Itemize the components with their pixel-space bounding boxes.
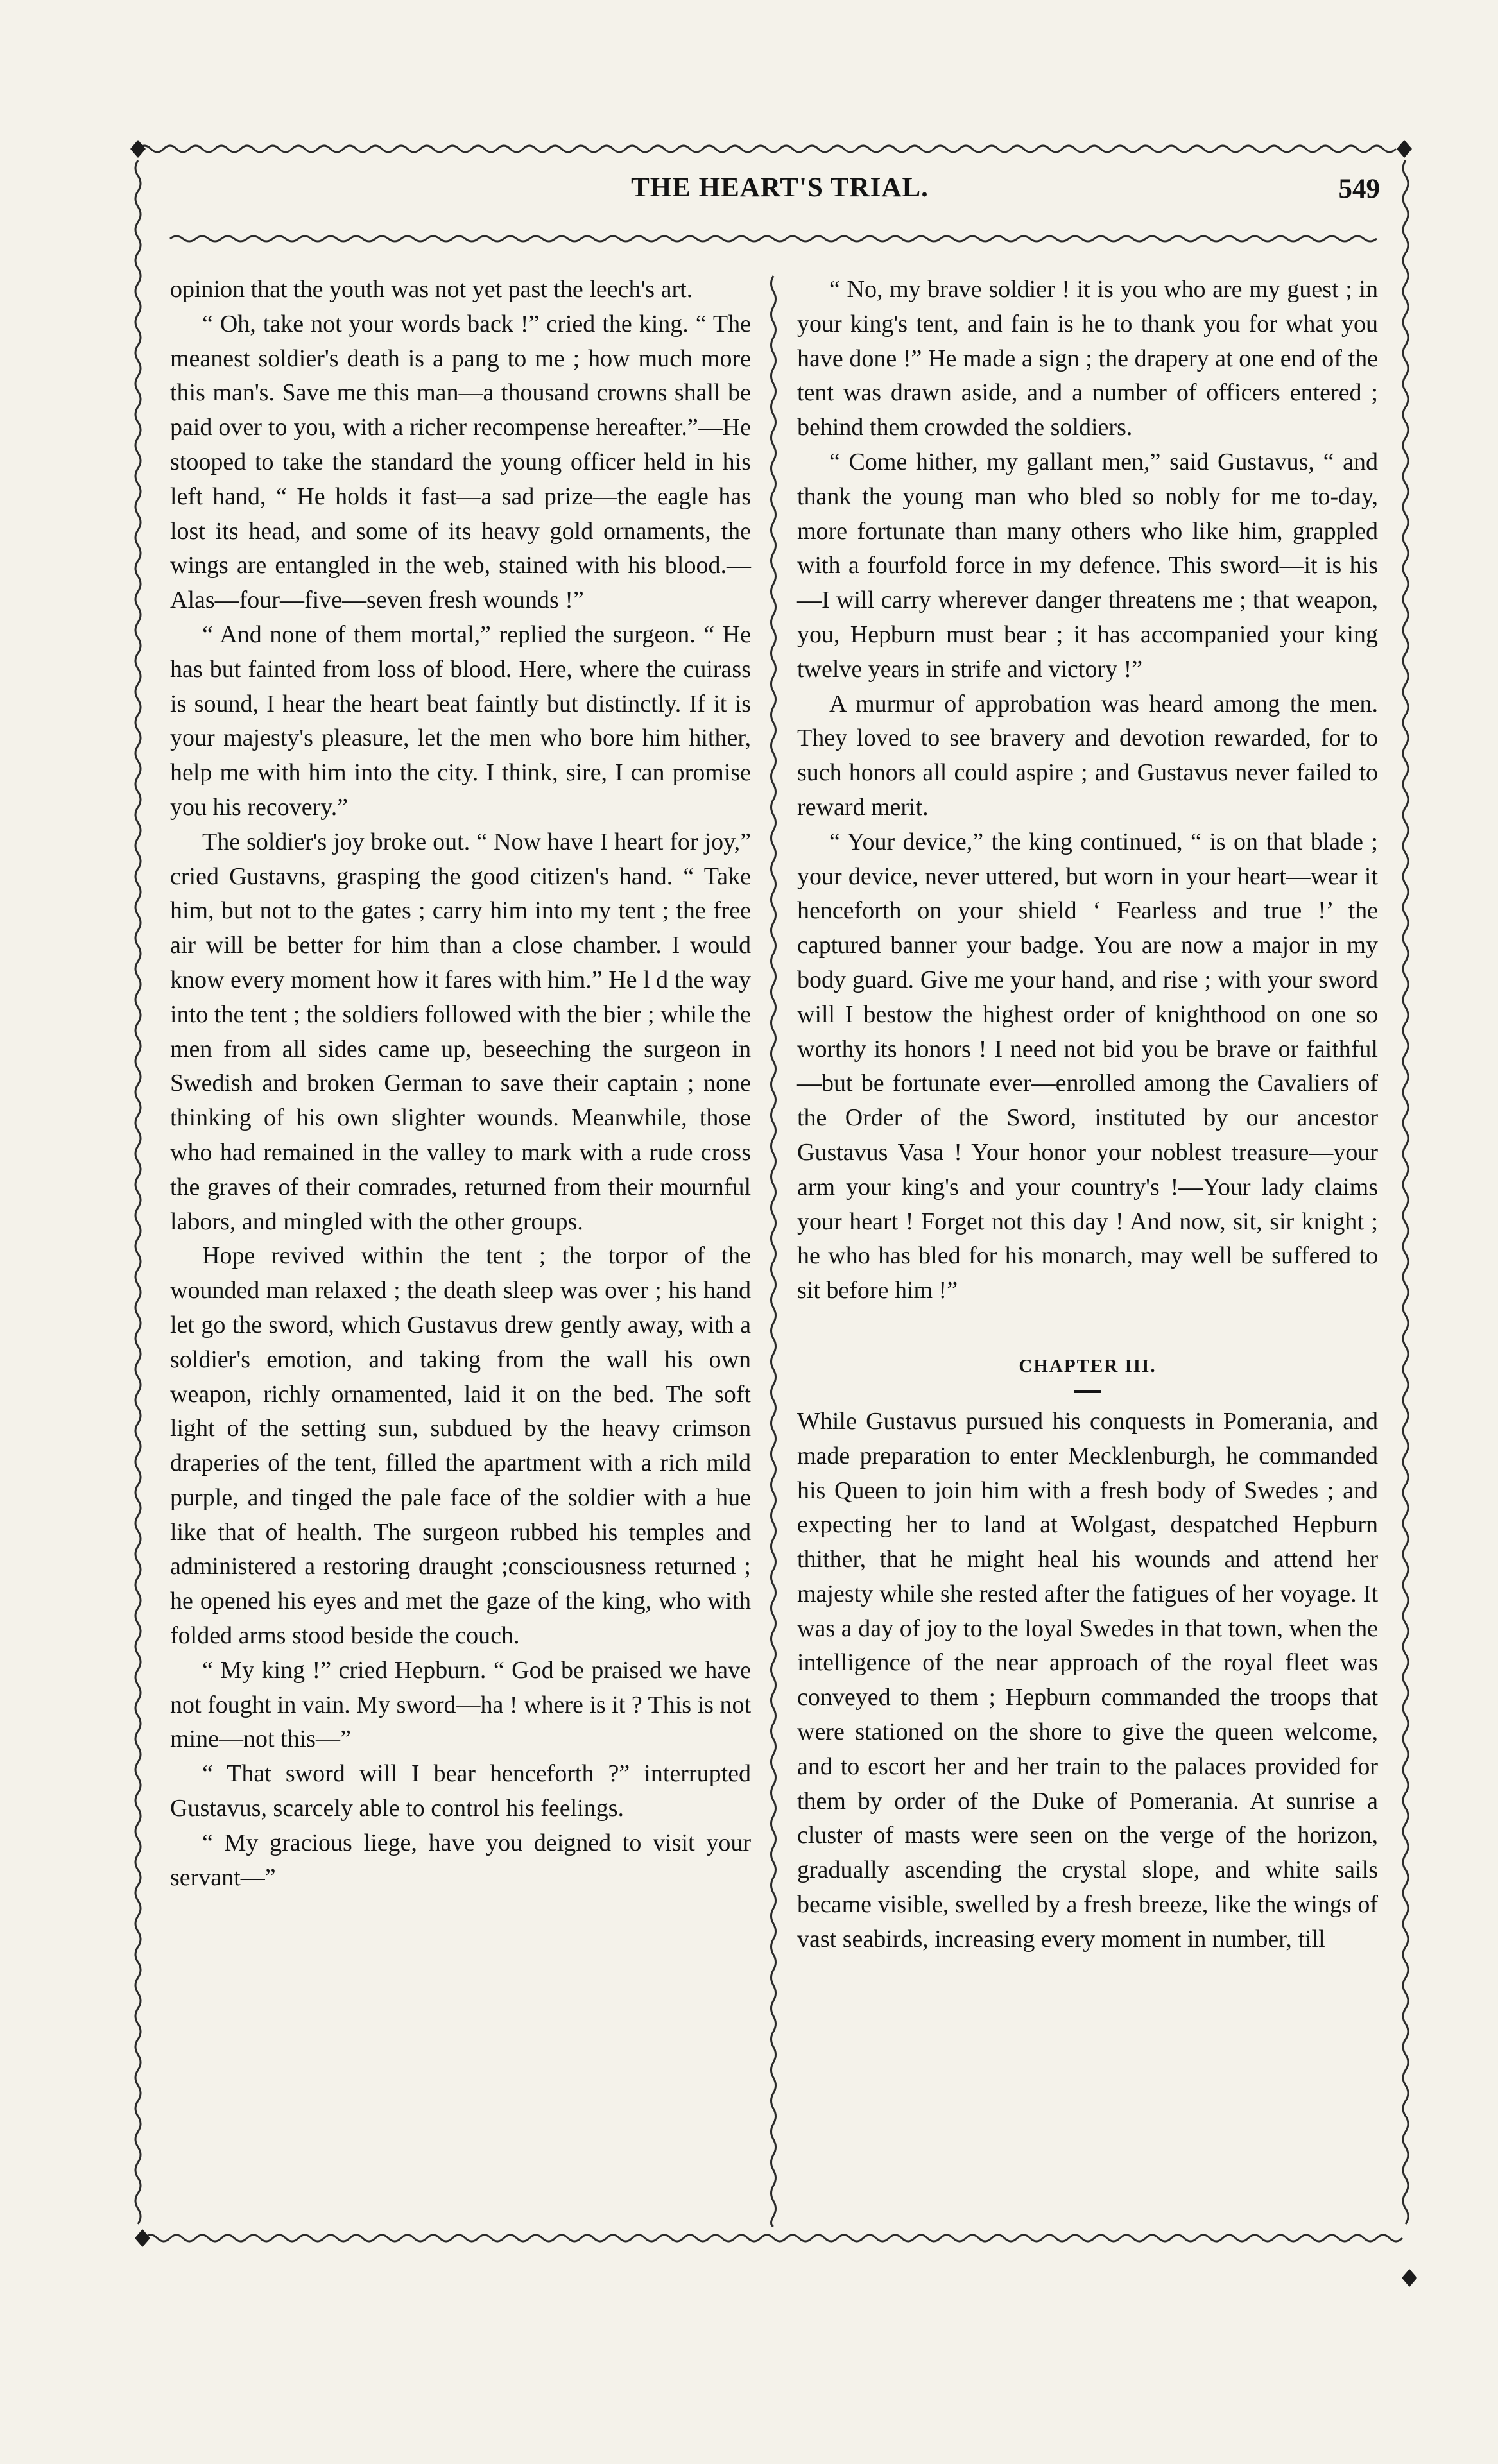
- top-wavy-rule: [138, 146, 1396, 152]
- paragraph: “ Come hither, my gallant men,” said Gustavus, “ and thank the young man who bled so nobly for me to-day, more fortunate than many others who like him, grappled with a fourfold force in my defence. This sword—it is his—I will carry wherever danger threatens me ; that weapon, you, Hepburn must bear ; it has accompanied your king twelve years in strife and victory !”: [797, 448, 1378, 683]
- corner-ornament-bottom-left: [135, 2229, 150, 2247]
- running-title: THE HEART'S TRIAL.: [631, 173, 929, 203]
- bottom-wavy-rule: [144, 2235, 1402, 2241]
- chapter-paragraph: While Gustavus pursued his conquests in Pomerania, and made preparation to enter Mecklenburgh, he commanded his Queen to join him with a fresh body of Swedes ; and expecting her to land at Wolgast, despatched Hepburn thither, that he might heal his wounds and attend her majesty while she rested after the fatigues of her voyage. It was a day of joy to the loyal Swedes in that town, when the intelligence of the near approach of the royal fleet was conveyed to them ; Hepburn commanded the troops that were stationed on the shore to give the queen welcome, and to escort her and her train to the palaces provided for them by order of the Duke of Pomerania. At sunrise a cluster of masts were seen on the verge of the horizon, gradually ascending the crystal slope, and white sails became visible, swelled by a fresh breeze, like the wings of vast seabirds, increasing every moment in number, till: [797, 1407, 1378, 1953]
- paragraph: “ My gracious liege, have you deigned to visit your servant—”: [170, 1829, 751, 1891]
- paragraph: “ Your device,” the king continued, “ is on that blade ; your device, never uttered, but worn in your heart—wear it henceforth on your shield ‘ Fearless and true !’ the captured banner your badge. You are now a major in my body guard. Give me your hand, and rise ; with your sword will I bestow the highest order of knighthood on one so worthy its honors ! I need not bid you be brave or faithful—but be fortunate ever—enrolled among the Cavaliers of the Order of the Sword, instituted by our ancestor Gustavus Vasa ! Your honor your noblest treasure—your arm your king's and your country's !—Your lady claims your heart ! Forget not this day ! And now, sit, sir knight ; he who has bled for his monarch, may well be suffered to sit before him !”: [797, 828, 1378, 1305]
- paragraph: A murmur of approbation was heard among the men. They loved to see bravery and devotion rewarded, for to such honors all could aspire ; and Gustavus never failed to reward merit.: [797, 690, 1378, 821]
- page-header: [180, 172, 1380, 223]
- chapter-rule: [1074, 1390, 1101, 1393]
- corner-ornament-top-right: [1397, 140, 1412, 158]
- paragraph: “ And none of them mortal,” replied the surgeon. “ He has but fainted from loss of blood. Here, where the cuirass is sound, I hear the heart beat faintly but distinctly. If it is your majesty's pleasure, let the men who bore him hither, help me with him into the city. I think, sire, I can promise you his recovery.”: [170, 620, 751, 821]
- paragraph: The soldier's joy broke out. “ Now have I heart for joy,” cried Gustavns, grasping the good citizen's hand. “ Take him, but not to the gates ; carry him into my tent ; the free air will be better for him than a close chamber. I would know every moment how it fares with him.” He l d the way into the tent ; the soldiers followed with the bier ; while the men from all sides came up, beseeching the surgeon in Swedish and broken German to save their captain ; none thinking of his own slighter wounds. Meanwhile, those who had remained in the valley to mark with a rude cross the graves of their comrades, returned from their mournful labors, and mingled with the other groups.: [170, 828, 751, 1235]
- paragraph: “ Oh, take not your words back !” cried the king. “ The meanest soldier's death is a pang to me ; how much more this man's. Save me this man—a thousand crowns shall be paid over to you, with a richer recompense hereafter.”—He stooped to take the standard the young officer held in his left hand, “ He holds it fast—a sad prize—the eagle has lost its head, and some of its heavy gold ornaments, the wings are entangled in the web, stained with his blood.—Alas—four—five—seven fresh wounds !”: [170, 310, 751, 614]
- paragraph: Hope revived within the tent ; the torpor of the wounded man relaxed ; the death sleep was over ; his hand let go the sword, which Gustavus drew gently away, with a soldier's emotion, and taking from the wall his own weapon, richly ornamented, laid it on the bed. The soft light of the setting sun, subdued by the heavy crimson draperies of the tent, filled the apartment with a rich mild purple, and tinged the pale face of the soldier with a hue like that of health. The surgeon rubbed his temples and administered a restoring draught ;consciousness returned ; he opened his eyes and met the gaze of the king, who with folded arms stood beside the couch.: [170, 1242, 751, 1650]
- paragraph: “ That sword will I bear henceforth ?” interrupted Gustavus, scarcely able to control his feelings.: [170, 1760, 751, 1822]
- corner-ornament-top-left: [130, 140, 146, 158]
- right-column: [797, 273, 1378, 1957]
- corner-ornament-bottom-right: [1402, 2269, 1417, 2287]
- paragraph: “ My king !” cried Hepburn. “ God be praised we have not fought in vain. My sword—ha ! where is it ? This is not mine—not this—”: [170, 1656, 751, 1753]
- header-wavy-rule: [170, 236, 1377, 241]
- page-number: 549: [1338, 174, 1380, 204]
- left-wavy-rule: [135, 160, 141, 2224]
- left-column: [170, 273, 751, 1895]
- chapter-heading: CHAPTER III.: [1019, 1355, 1157, 1376]
- column-divider: [771, 276, 776, 2227]
- paragraph: opinion that the youth was not yet past the leech's art.: [170, 276, 693, 303]
- paragraph: “ No, my brave soldier ! it is you who are my guest ; in your king's tent, and fain is he to thank you for what you have done !” He made a sign ; the drapery at one end of the tent was drawn aside, and a number of officers entered ; behind them crowded the soldiers.: [797, 276, 1378, 441]
- right-wavy-rule: [1403, 160, 1408, 2224]
